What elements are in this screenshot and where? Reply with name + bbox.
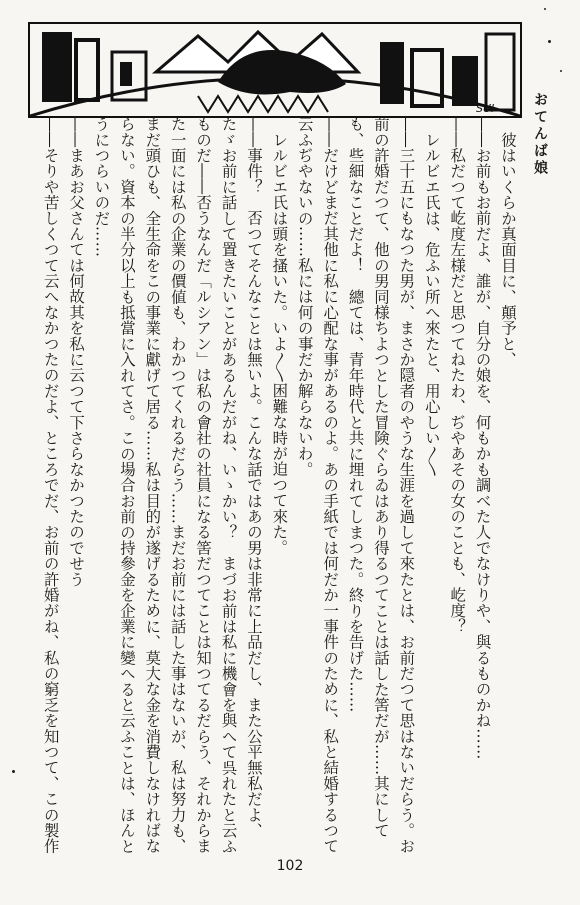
ink-speck [560, 70, 562, 72]
body-text [40, 116, 520, 856]
paragraph: ――お前もお前だよ、誰が、自分の娘を、何もかも調べた人でなけりや、與るものかね…… [473, 116, 492, 760]
running-title: おてんば娘 [532, 92, 548, 177]
paragraph: レルビエ氏は、危ふい所へ來たと、用心しい〳〵 [422, 116, 441, 477]
header-illustration [28, 22, 522, 118]
paragraph: 彼はいくらか真面目に、顛予と、 [499, 116, 517, 368]
page-number: 102 [276, 858, 304, 874]
paragraph: ――私だつて屹度左様だと思つてねたわ、ぢやあその女のことも、屹度？ [448, 116, 467, 635]
artist-signature: SUI [476, 102, 495, 115]
paragraph: ――三十五にもなつた男が、まさか隠者のやうな生涯を過して來たとは、お前だつて思はないだらう。お前の許婚だつて、他の男同様ちよつとした冒険ぐらゐはあり得るつてことは話した筈だが……其にしても、些細なことだよ！ 總ては、青年時代と共に埋れてしまつた。終りを告げた…… [346, 116, 416, 854]
paragraph: レルビエ氏は頭を搔いた。いよ〳〵困難な時が迫つて來た。 [270, 116, 289, 556]
paragraph: ――だけどまだ其他に私に心配な事があるのよ。あの手紙では何だか一事件のために、私と結婚するつて云ふぢやないの……私には何の事だか解らないわ。 [295, 116, 340, 854]
paragraph: ――まあお父さんては何故其を私に云つて下さらなかつたのでせう [67, 116, 86, 587]
ink-speck [12, 770, 15, 773]
paragraph: ――事件？ 否つてそんなことは無いよ。こんな話ではあの男は非常に上品だし、また公平無私だよ、たゞお前に話して置きたいことがあるんだがね、いゝかい？ まづお前は私に機會を與へて呉れたと云ふものだ――否うなんだ「ルシアン」は私の會社の社員になる筈だつてことは知つてるだらう、それからまた一面には私の企業の價値も、わかつてくれるだらう……まだお前には話した事はないが、私は努力も、まだ頭ひも、全生命をこの事業に獻げて居る……私は目的が遂げるために、莫大な金を消費しなければならない。資本の半分以上も抵當に入れてさ。この場合お前の持參金を企業に變へると云ふことは、ほんとうにつらいのだ…… [92, 116, 263, 854]
ink-speck [548, 40, 551, 43]
ink-speck [544, 8, 546, 10]
paragraph: ――そりや苦しくつて云へなかつたのだよ、ところでだ、お前の許婚がね、私の窮乏を知つて、この製作 [41, 116, 60, 854]
